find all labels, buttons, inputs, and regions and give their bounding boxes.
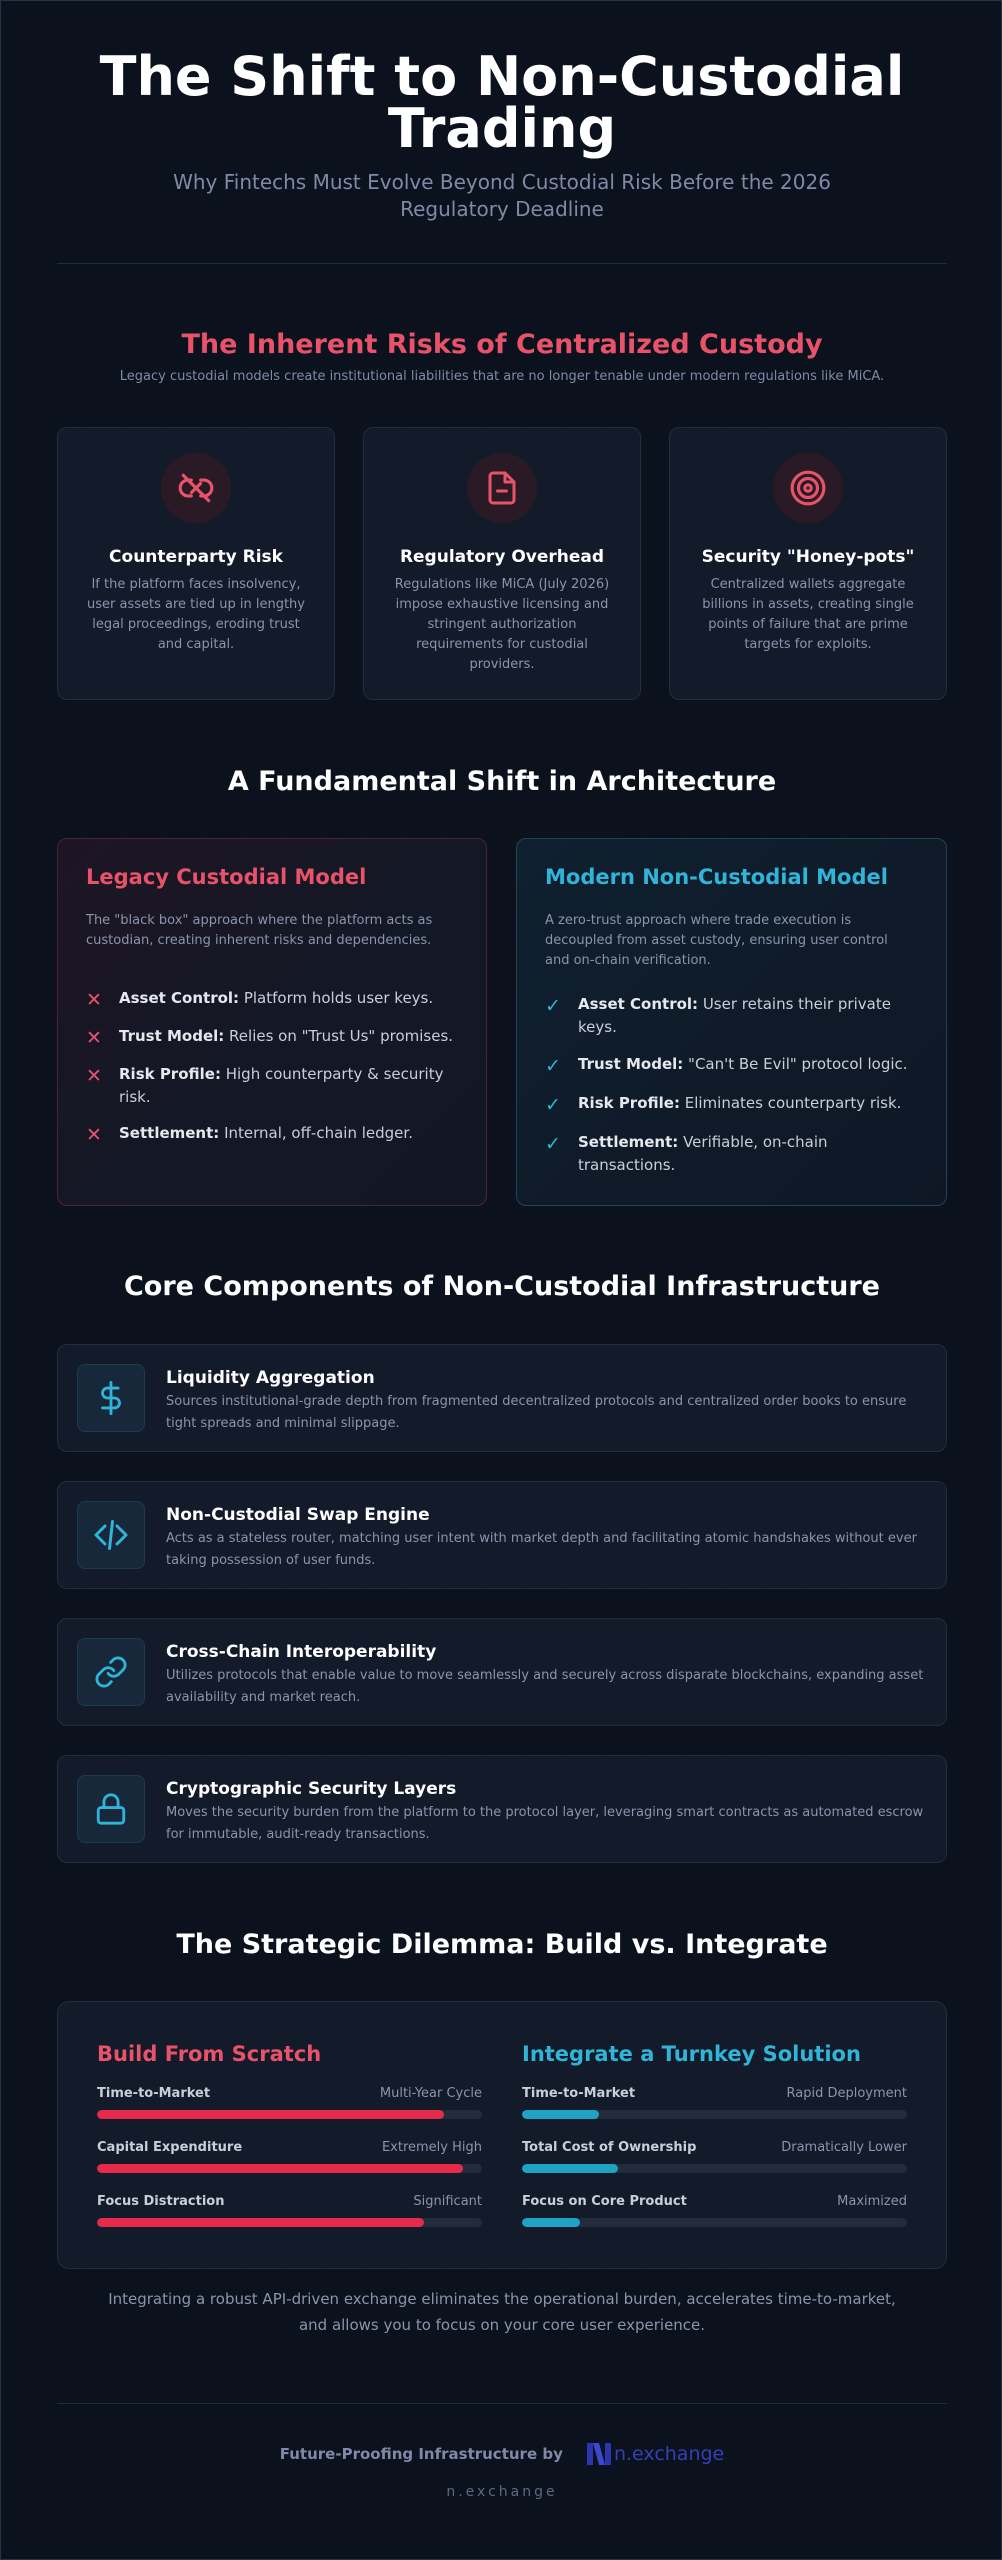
component-text: Utilizes protocols that enable value to move seamlessly and securely across disparate blockchains, expanding asset availability and market reach.: [166, 1668, 924, 1705]
n-logo-icon: [586, 2441, 612, 2467]
risk-card-title: Counterparty Risk: [109, 547, 283, 567]
metric-bar: [522, 2164, 907, 2173]
footer: [1, 2441, 1002, 2467]
metric-row: [522, 2140, 907, 2177]
modern-model-title: Modern Non-Custodial Model: [545, 865, 888, 889]
list-item: ✕ Trust Model: Relies on "Trust Us" promises.: [86, 1027, 454, 1049]
metric-bar: [97, 2164, 482, 2173]
risk-card-regulatory: [363, 427, 641, 700]
metric-bar: [97, 2218, 482, 2227]
dilemma-title: The Strategic Dilemma: Build vs. Integrate: [176, 1929, 828, 1960]
check-icon: ✓: [545, 1055, 561, 1077]
component-title: Cross-Chain Interoperability: [166, 1642, 437, 1662]
risk-card-title: Security "Honey-pots": [701, 547, 915, 567]
integrate-column: [522, 2042, 907, 2231]
metric-row: [97, 2140, 482, 2177]
component-title: Liquidity Aggregation: [166, 1368, 375, 1388]
metric-row: [97, 2194, 482, 2231]
legacy-model-list: [86, 987, 458, 1147]
dollar-icon: [77, 1364, 145, 1432]
dilemma-panel: [57, 2001, 947, 2269]
list-item: ✓ Asset Control: User retains their private keys.: [545, 993, 918, 1039]
components-title: Core Components of Non-Custodial Infrastructure: [123, 1271, 880, 1302]
check-icon: ✓: [545, 995, 561, 1017]
metric-label: Capital Expenditure: [97, 2140, 243, 2155]
component-text: Acts as a stateless router, matching user intent with market depth and facilitating atomic handshakes without ever taking possession of user funds.: [166, 1531, 917, 1568]
list-item: ✕ Settlement: Internal, off-chain ledger.: [86, 1124, 413, 1146]
integrate-title: Integrate a Turnkey Solution: [522, 2042, 861, 2066]
list-item: ✓ Settlement: Verifiable, on-chain transactions.: [545, 1131, 918, 1177]
modern-model-panel: [516, 838, 947, 1206]
build-title: Build From Scratch: [97, 2042, 322, 2066]
component-text: Moves the security burden from the platform to the protocol layer, leveraging smart contracts as automated escrow for immutable, audit-ready transactions.: [166, 1805, 924, 1842]
list-item: ✓ Trust Model: "Can't Be Evil" protocol logic.: [545, 1055, 908, 1077]
metric-label: Focus on Core Product: [522, 2194, 687, 2209]
list-item: ✓ Risk Profile: Eliminates counterparty risk.: [545, 1094, 902, 1116]
metric-label: Focus Distraction: [97, 2194, 225, 2209]
brand-logo[interactable]: [586, 2441, 724, 2467]
risk-card-text: If the platform faces insolvency, user assets are tied up in lengthy legal proceedings, eroding trust and capital.: [87, 577, 305, 652]
metric-bar-fill: [522, 2110, 599, 2119]
risks-title: The Inherent Risks of Centralized Custody: [181, 329, 823, 360]
build-column: [97, 2042, 482, 2231]
metric-label: Time-to-Market: [522, 2086, 636, 2101]
metric-row: [97, 2086, 482, 2123]
metric-bar: [522, 2110, 907, 2119]
component-card-swap-engine: [57, 1481, 947, 1589]
metric-bar-fill: [97, 2110, 444, 2119]
component-card-cross-chain: [57, 1618, 947, 1726]
metric-value: Rapid Deployment: [786, 2086, 907, 2101]
document-icon: [467, 453, 537, 523]
metric-value: Multi-Year Cycle: [379, 2086, 482, 2101]
check-icon: ✓: [545, 1133, 561, 1155]
metric-bar: [97, 2110, 482, 2119]
metric-value: Dramatically Lower: [781, 2140, 907, 2155]
broken-link-icon: [161, 453, 231, 523]
target-icon: [773, 453, 843, 523]
chain-link-icon: [77, 1638, 145, 1706]
metric-row: [522, 2194, 907, 2231]
component-card-security: [57, 1755, 947, 1863]
x-icon: ✕: [86, 989, 102, 1011]
metric-bar-fill: [522, 2164, 618, 2173]
metric-bar-fill: [97, 2218, 424, 2227]
risk-card-text: Regulations like MiCA (July 2026) impose exhaustive licensing and stringent authorization requirements for custodial providers.: [394, 577, 610, 672]
risk-card-title: Regulatory Overhead: [399, 547, 605, 567]
divider: [57, 2403, 947, 2404]
logo-wordmark: n.exchange: [613, 2443, 725, 2465]
metric-label: Time-to-Market: [97, 2086, 211, 2101]
x-icon: ✕: [86, 1124, 102, 1146]
x-icon: ✕: [86, 1065, 102, 1087]
metric-bar-fill: [522, 2218, 580, 2227]
list-item: ✕ Asset Control: Platform holds user keys.: [86, 989, 434, 1011]
component-title: Non-Custodial Swap Engine: [166, 1505, 430, 1525]
modern-model-list: [545, 993, 918, 1177]
x-icon: ✕: [86, 1027, 102, 1049]
risk-card-counterparty: [57, 427, 335, 700]
metric-value: Significant: [413, 2194, 482, 2209]
page-title: The Shift to Non-Custodial Trading: [99, 45, 905, 160]
list-item: ✕ Risk Profile: High counterparty & security risk.: [86, 1063, 458, 1109]
divider: [57, 263, 947, 264]
metric-bar-fill: [97, 2164, 463, 2173]
closing-text: Integrating a robust API-driven exchange eliminates the operational burden, accelerates time-to-market, and allows you to focus on your core user experience.: [108, 2290, 896, 2334]
metric-bar: [522, 2218, 907, 2227]
component-title: Cryptographic Security Layers: [166, 1779, 457, 1799]
check-icon: ✓: [545, 1094, 561, 1116]
footer-domain[interactable]: n.exchange: [446, 2484, 558, 2500]
metric-value: Extremely High: [381, 2140, 482, 2155]
risk-card-text: Centralized wallets aggregate billions in assets, creating single points of failure that are prime targets for exploits.: [702, 577, 914, 652]
metric-label: Total Cost of Ownership: [522, 2140, 697, 2155]
lock-icon: [77, 1775, 145, 1843]
code-icon: [77, 1501, 145, 1569]
metric-row: [522, 2086, 907, 2123]
legacy-model-title: Legacy Custodial Model: [86, 865, 367, 889]
risks-subtitle: Legacy custodial models create institutional liabilities that are no longer tenable under modern regulations like MiCA.: [119, 369, 885, 384]
footer-text: Future-Proofing Infrastructure by: [279, 2445, 563, 2463]
legacy-model-desc: The "black box" approach where the platform acts as custodian, creating inherent risks and dependencies.: [86, 913, 433, 948]
risk-card-security: [669, 427, 947, 700]
architecture-title: A Fundamental Shift in Architecture: [227, 766, 777, 797]
legacy-model-panel: [57, 838, 487, 1206]
page-subtitle: Why Fintechs Must Evolve Beyond Custodial Risk Before the 2026 Regulatory Deadline: [173, 170, 831, 221]
component-card-liquidity: [57, 1344, 947, 1452]
component-text: Sources institutional-grade depth from fragmented decentralized protocols and centralized order books to ensure tight spreads and minimal slippage.: [166, 1394, 907, 1431]
modern-model-desc: A zero-trust approach where trade execution is decoupled from asset custody, ensuring user control and on-chain verification.: [545, 913, 888, 968]
metric-value: Maximized: [837, 2194, 907, 2209]
